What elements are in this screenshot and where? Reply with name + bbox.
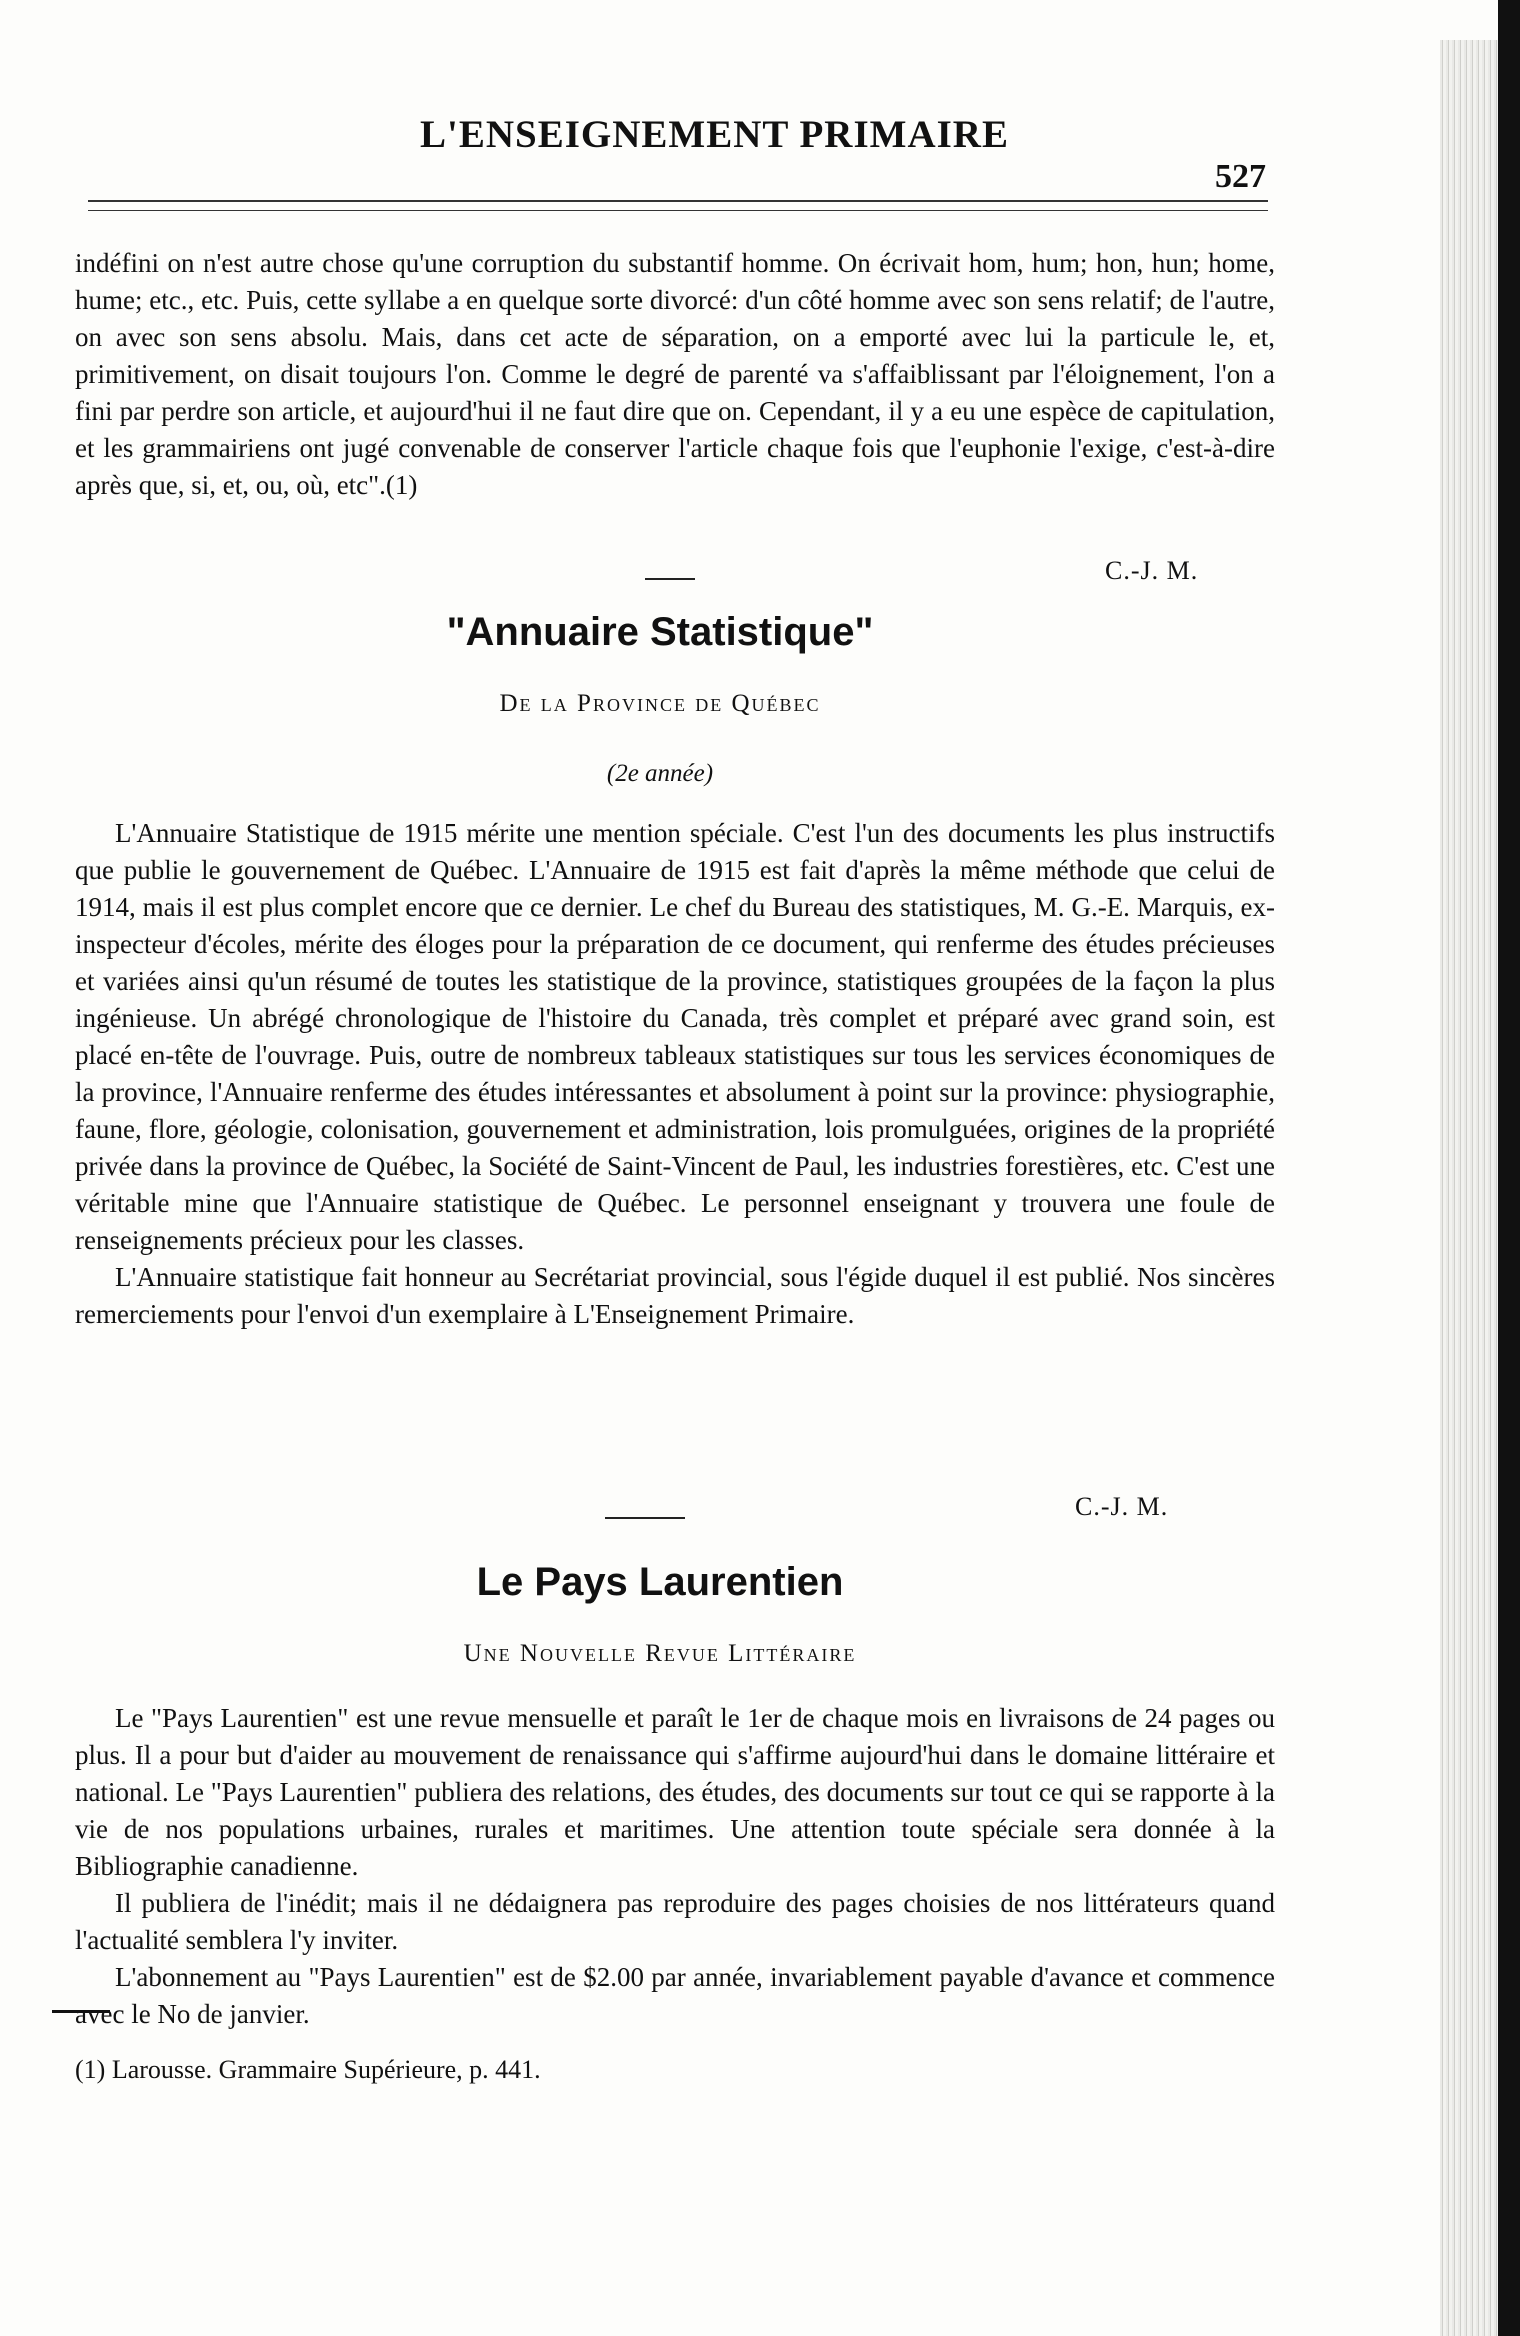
article1-paragraph: indéfini on n'est autre chose qu'une corruption du substantif homme. On écrivait hom, hum; hon, hun; home, hume; etc., etc. Puis, cette syllabe a en quelque sorte divorcé: d'un côté homme avec son sens relatif; de l'autre, on avec son sens absolu. Mais, dans cet acte de séparation, on a emporté avec lui la particule le, et, primitivement, on disait toujours l'on. Comme le degré de parenté va s'affaiblissant par l'éloignement, l'on a fini par perdre son article, et aujourd'hui il ne faut dire que on. Cependant, il y a eu une espèce de capitulation, et les grammairiens ont jugé convenable de conserver l'article chaque fois que l'euphonie l'exige, c'est-à-dire après que, si, et, ou, où, etc".(1)	[75, 248, 1275, 500]
article1-text	[75, 245, 1275, 504]
article3-title: Le Pays Laurentien	[476, 1560, 844, 1604]
separator-dash	[605, 1517, 685, 1519]
article2-paragraph: L'Annuaire Statistique de 1915 mérite une mention spéciale. C'est l'un des documents les plus instructifs que publie le gouvernement de Québec. L'Annuaire de 1915 est fait d'après la même méthode que celui de 1914, mais il est plus complet encore que ce dernier. Le chef du Bureau des statistiques, M. G.-E. Marquis, ex-inspecteur d'écoles, mérite des éloges pour la préparation de ce document, qui renferme des études précieuses et variées ainsi qu'un résumé de toutes les statistique de la province, statistiques groupées de la façon la plus ingénieuse. Un abrégé chronologique de l'histoire du Canada, très complet et préparé avec grand soin, est placé en-tête de l'ouvrage. Puis, outre de nombreux tableaux statistiques sur tous les services économiques de la province, l'Annuaire renferme des études intéressantes et absolument à point sur la province: physiographie, faune, flore, géologie, colonisation, gouvernement et administration, lois promulguées, origines de la propriété privée dans la province de Québec, la Société de Saint-Vincent de Paul, les industries forestières, etc. C'est une véritable mine que l'Annuaire statistique de Québec. Le personnel enseignant y trouvera une foule de renseignements précieux pour les classes.	[75, 818, 1275, 1255]
article3-paragraph: Il publiera de l'inédit; mais il ne dédaignera pas reproduire des pages choisies de nos littérateurs quand l'actualité semblera l'y inviter.	[75, 1888, 1275, 1955]
article2-subtitle: De la Province de Québec	[499, 690, 821, 717]
article2-text	[75, 815, 1275, 1333]
footnote-rule	[52, 2010, 110, 2013]
article2-title: "Annuaire Statistique"	[446, 610, 874, 654]
page-edge	[1440, 40, 1498, 2336]
article3-paragraph: L'abonnement au "Pays Laurentien" est de $2.00 par année, invariablement payable d'avance et commence avec le No de janvier.	[75, 1962, 1275, 2029]
page-number: 527	[1215, 158, 1266, 195]
running-head: L'ENSEIGNEMENT PRIMAIRE	[420, 113, 1009, 156]
article3-subtitle: Une Nouvelle Revue Littéraire	[463, 1640, 857, 1667]
separator-dash	[645, 578, 695, 580]
scan-border	[1498, 0, 1520, 2336]
article2-edition: (2e année)	[606, 760, 714, 787]
article3-text	[75, 1700, 1275, 2033]
article1-signature: C.-J. M.	[1105, 556, 1199, 585]
article3-paragraph: Le "Pays Laurentien" est une revue mensuelle et paraît le 1er de chaque mois en livraisons de 24 pages ou plus. Il a pour but d'aider au mouvement de renaissance qui s'affirme aujourd'hui dans le domaine littéraire et national. Le "Pays Laurentien" publiera des relations, des études, des documents sur tout ce qui se rapporte à la vie de nos populations urbaines, rurales et maritimes. Une attention toute spéciale sera donnée à la Bibliographie canadienne.	[75, 1703, 1275, 1881]
footnote: (1) Larousse. Grammaire Supérieure, p. 441.	[75, 2055, 541, 2084]
header-rule-2	[88, 210, 1268, 211]
article2-paragraph: L'Annuaire statistique fait honneur au Secrétariat provincial, sous l'égide duquel il est publié. Nos sincères remerciements pour l'envoi d'un exemplaire à L'Enseignement Primaire.	[75, 1262, 1275, 1329]
header-rule	[88, 200, 1268, 202]
article2-signature: C.-J. M.	[1075, 1492, 1169, 1521]
